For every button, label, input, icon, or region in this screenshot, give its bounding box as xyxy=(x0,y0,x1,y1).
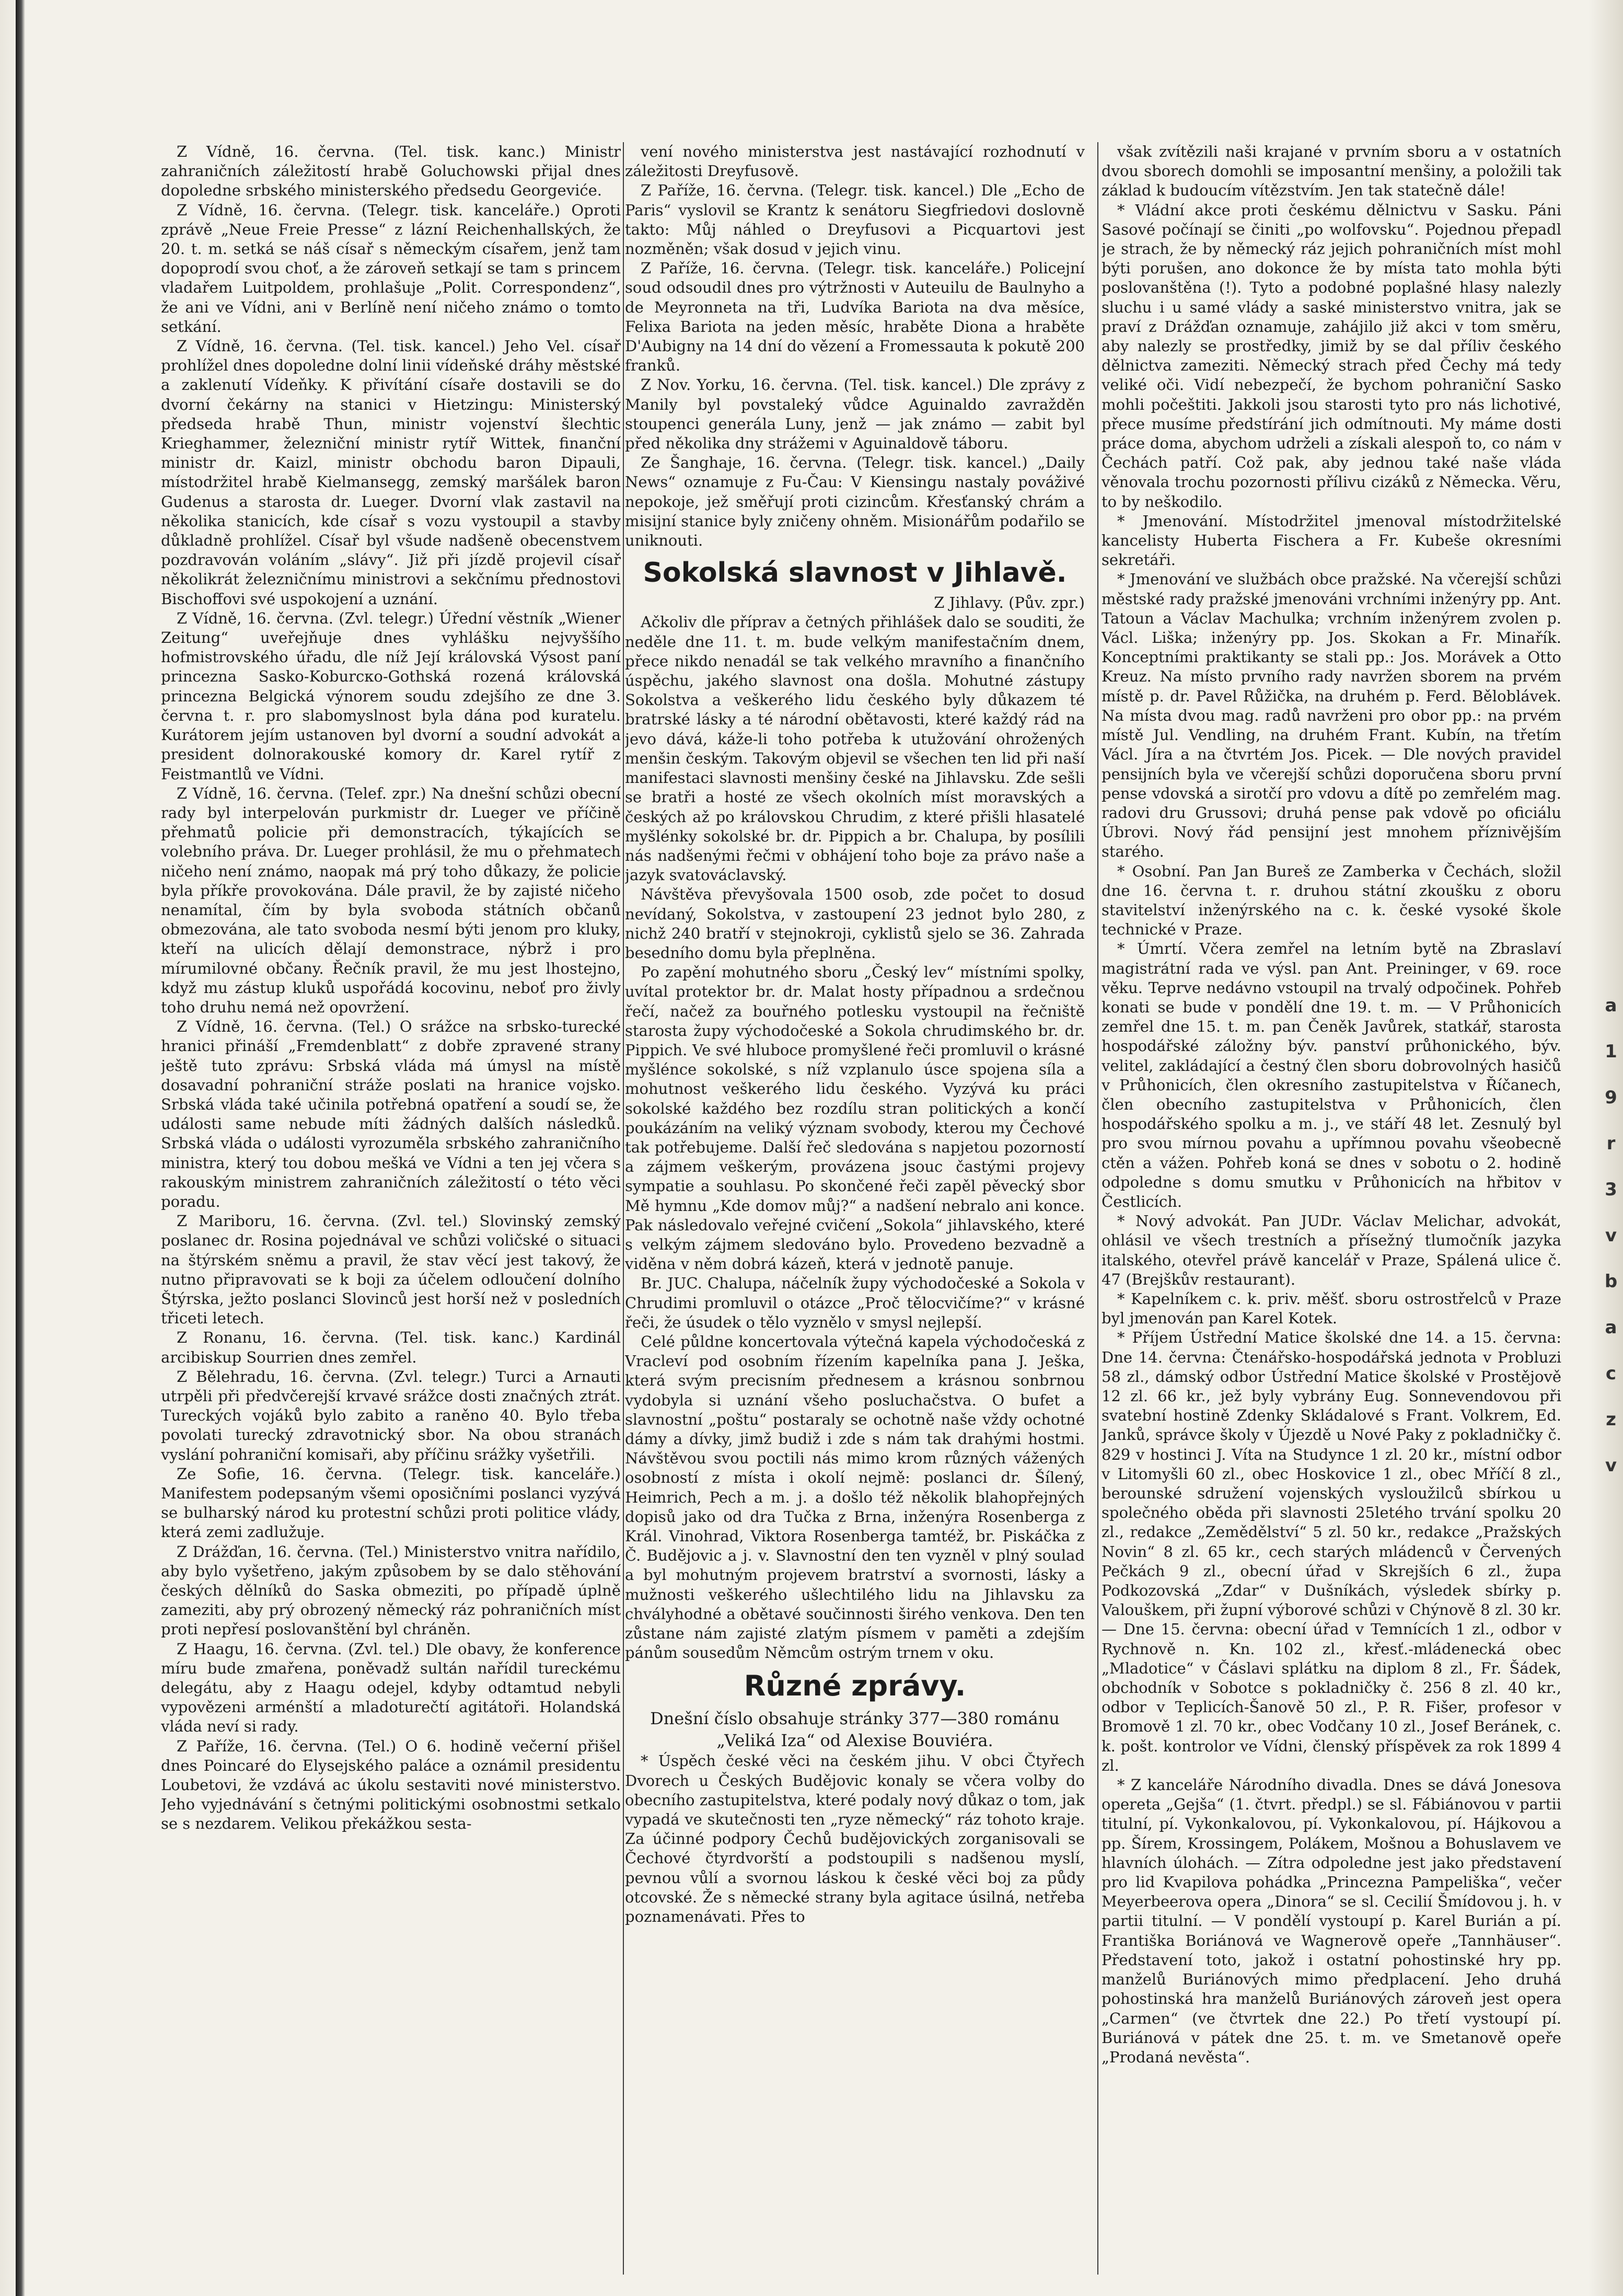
news-item: * Kapelníkem c. k. priv. měšť. sboru ostrostřelců v Praze byl jmenován pan Karel Kotek. xyxy=(1102,1289,1561,1328)
column-3 xyxy=(1102,142,1561,2275)
news-item: * Z kanceláře Národního divadla. Dnes se dává Jonesova opereta „Gejša“ (1. čtvrt. předpl.) se sl. Fábiánovou v partii titulní, pí. Vykonkalovou, pí. Vykonkalovou, pí. Hájkovou a pp. Šírem, Krossingem, Polákem, Mošnou a Bohuslavem ve hlavních úlohách. — Zítra odpoledne jest jako představení pro lid Kvapilova pohádka „Princezna Pampeliška“, večer Meyerbeerova opera „Dinora“ se sl. Cecilií Šmídovou j. h. v partii titulní. — V pondělí vystoupí p. Karel Burián a pí. Františka Boriánová ve Wagnerově opeře „Tannhäuser“. Představení toto, jakož i ostatní pohostinské hry pp. manželů Buriánových mimo předplacení. Jeho druhá pohostinská hra manželů Buriánových zároveň jest opera „Carmen“ (ve čtvrtek dne 22.) Po třetí vystoupí pí. Buriánová v pátek dne 25. t. m. ve Smetanově opeře „Prodaná nevěsta“. xyxy=(1102,1776,1561,2066)
news-item: * Příjem Ústřední Matice školské dne 14. a 15. června: Dne 14. června: Čtenářsko-hospodářská jednota v Probluzi 58 zl., dámský odbor Ústřední Matice školské v Prostějově 12 zl. 66 kr., jež byly vybrány Eug. Sonnevendovou při svatební hostině Zdenky Skládalové s Frant. Volkrem, Ed. Janků, správce školy v Újezdě u Nové Paky z pokladničky č. 829 v hostinci J. Víta na Studynce 1 zl. 20 kr., místní odbor v Litomyšli 60 zl., obec Hoskovice 1 zl., obec Mříčí 8 zl., berounské sdružení vojenských vysloužilců sbírkou u společného oběda při slavnosti 25letého trvání spolku 20 zl., redakce „Zemědělství“ 5 zl. 50 kr., redakce „Pražských Novin“ 8 zl. 65 kr., cech starých mládenců v Červených Pečkách 9 zl., obecní úřad v Skrejších 6 zl., župa Podkozovská „Zdar“ v Dušníkách, výsledek sbírky p. Valouškem, při župní výborové schůzi v Chýnově 8 zl. 30 kr. — Dne 15. června: obecní úřad v Temnících 1 zl., odbor v Rychnově n. Kn. 102 zl., křesť.-mládenecká obec „Mladotice“ v Čáslavi splátku na diplom 8 zl., Fr. Šádek, obchodník v Sobotce s pokladničky č. 256 8 zl. 40 kr., odbor v Teplicích-Šanově 50 zl., P. R. Fišer, profesor v Bromově 1 zl. 70 kr., obec Vodčany 10 zl., Josef Beránek, c. k. pošt. kontrolor ve Vídni, členský příspěvek za rok 1899 4 zl. xyxy=(1102,1329,1561,1774)
gutter-letter: v xyxy=(1605,1225,1617,1246)
binding-edge xyxy=(16,0,25,2296)
dateline: Z Jihlavy. (Pův. zpr.) xyxy=(934,594,1085,612)
news-item: * Úmrtí. Včera zemřel na letním bytě na Zbraslaví magistrátní rada ve výsl. pan Ant. Preininger, v 69. roce věku. Teprve nedávno vstoupil na trvalý odpočinek. Pohřeb konati se bude v pondělí dne 19. t. m. — V Průhonicích zemřel dne 15. t. m. pan Čeněk Javůrek, statkář, starosta hospodářské záložny býv. panství průhonického, býv. velitel, zakládající a čestný člen sboru dobrovolných hasičů v Průhonicích, člen okresního zastupitelstva v Říčanech, člen obecního zastupitelstva v Průhonicích, člen hospodářského spolku a m. j., ve stáří 48 let. Zesnulý byl pro svou mírnou povahu a upřímnou povahu všeobecně ctěn a vážen. Pohřeb koná se dnes v sobotu o 2. hodině odpoledne s domu smutku v Průhonicích na hřbitov v Čestlicích. xyxy=(1102,940,1561,1210)
article-paragraph: Celé půldne koncertovala výtečná kapela východočeská z Vracleví pod osobním řízením kapelníka pana J. Ješka, která svým precisním přednesem a krásnou sonbrnou vydobyla si uznání všeho posluchačstva. O bufet a slavnostní „poštu“ postaraly se ochotně naše vždy ochotné dámy a dívky, jimž budiž i zde s nám tak drahými hostmi. Návštěvou svou poctili nás mimo krom různých vážených osobností z místa i okolí nejmě: poslanci dr. Šílený, Heimrich, Pech a m. j. a došlo též několik blahopřejných dopisů jako od dra Tučka z Brna, inženýra Rosenberga z Král. Vinohrad, Viktora Rosenberga tamtéž, br. Piskáčka z Č. Budějovic a j. v. Slavnostní den ten vyzněl v plný soulad a byl mohutným projevem bratrství a svornosti, lásky a mužnosti veškerého ušlechtilého lidu na Jihlavsku za chvályhodné a obětavé součinnosti širého venkova. Den ten zůstane nám zajisté zlatým písmem v paměti a zdejším pánům sousedům Němcům ostrým trnem v oku. xyxy=(625,1332,1085,1662)
article-paragraph: Po zapění mohutného sboru „Český lev“ místními spolky, uvítal protektor br. dr. Malat hosty případnou a srdečnou řečí, načež za bouřného potlesku vystoupil na řečniště starosta župy východočeské a Sokola chrudimského br. dr. Pippich. Ve své hluboce promyšlené řeči promluvil o krásné myšlénce sokolské, s níž vzplanulo úsce spojena síla a mohutnost veškerého lidu českého. Vyzývá ku práci sokolské každého bez rozdílu stran politických a končí poukázáním na veliký význam svobody, kterou my Čechové tak potřebujeme. Další řeč sledována s napjetou pozorností a zájmem veškerým, provázena jsouc častými projevy sympatie a souhlasu. Po skončené řeči zapěl pěvecký sbor Mě hymnu „Kde domov můj?“ a nadšení nebralo ani konce. Pak následovalo veřejné cvičení „Sokola“ jihlavského, které s velkým zájmem sledováno bylo. Provedeno bezvadně a viděna v něm dobrá kázeň, která v jednotě panuje. xyxy=(625,963,1085,1273)
article-paragraph: Ačkoliv dle příprav a četných přihlášek dalo se souditi, že neděle dne 11. t. m. bude velkým manifestačním dnem, přece nikdo nenadál se tak velkého mravního a finančního úspěchu, jakého slavnost ona došla. Mohutné zástupy Sokolstva a veškerého lidu českého byly důkazem té bratrské lásky a té národní obětavosti, které každý rád na jevo dává, káže-li toho potřeba k utužování ohrožených menšin českým. Takovým objevil se všechen ten lid při naší manifestaci slavnosti menšiny české na Jihlavsku. Zde sešli se bratři a hosté ze všech okolních míst moravských a českých až po královskou Chrudim, z které přišli hlasatelé myšlénky sokolské br. dr. Pippich a br. Chalupa, by posílili nás nadšenými řečmi v obhájení toho boje za právo naše a jazyk svatováclavský. xyxy=(625,613,1085,884)
news-item: Z Vídně, 16. června. (Zvl. telegr.) Úřední věstník „Wiener Zeitung“ uveřejňuje dnes vyhlášku nejvyššího hofmistrovského úřadu, dle níž Její královská Výsost paní princezna Sasko-Koburско-Gothská rozená královská princezna Belgická výnorem soudu zdejšího ze dne 3. června t. r. pro slabomyslnost byla dána pod kuratelu. Kurátorem jejím ustanoven byl dvorní a soudní advokát a president dolnorakouské komory dr. Karel rytíř z Feistmantlů ve Vídni. xyxy=(161,609,621,783)
news-item: Z Vídně, 16. června. (Tel.) O srážce na srbsko-turecké hranici přináší „Fremdenblatt“ z dobře zpravené strany ještě tuto zprávu: Srbská vláda má úmysl na místě dosavadní pohraniční stráže poslati na hranice vojsko. Srbská vláda také učinila potřebná opatření a soudí se, že události same nebude míti žádných dalších následků. Srbská vláda o události vyrozuměla srbského zahraničního ministra, který tou dobou mešká ve Vídni a ten jej včera s rakouským ministrem zahraničních záležitostí o této věci poradu. xyxy=(161,1018,621,1210)
gutter-letter: c xyxy=(1605,1363,1617,1384)
gutter-letter: z xyxy=(1606,1409,1616,1430)
adjacent-page-fragment xyxy=(1599,983,1623,1610)
news-item: Z Vídně, 16. června. (Telef. zpr.) Na dnešní schůzi obecní rady byl interpelován purkmistr dr. Lueger ve příčině přehmatů policie při demonstracích, týkajících se volebního práva. Dr. Lueger prohlásil, že mu o přehmatech ničeho není známo, naopak má prý toho důkazy, že policie byla příkře provokována. Dále pravil, že by zajisté ničeho nenamítal, čím by byla svoboda státních občanů obmezována, ale tato svoboda nesmí býti jenom pro kluky, kteří na ulicích dělají demonstrace, nýbrž i pro mírumilovné občany. Řečník pravil, že mu jest lhostejno, když mu zástup kluků uspořádá kocovinu, neboť pro živly toho druhu nemá než opovržení. xyxy=(161,784,621,1016)
section-heading-news: Různé zprávy. xyxy=(744,1669,966,1703)
article-paragraph: Návštěva převyšovala 1500 osob, zde počet to dosud nevídaný, Sokolstva, v zastoupení 23 jednot bylo 280, z nichž 240 bratří v stejnokroji, cyklistů sjelo se 36. Zahrada besedního domu byla přeplněna. xyxy=(625,885,1085,962)
news-item: Z Paříže, 16. června. (Telegr. tisk. kanceláře.) Policejní soud odsoudil dnes pro výtržnosti v Auteuilu de Baulnyho a de Meyronneta na tři, Ludvíka Bariota na dva měsíce, Felixa Bariota na jeden měsíc, hraběte Diona a hraběte D'Aubigny na 14 dní do vězení a Fromessauta k pokutě 200 franků. xyxy=(625,259,1085,375)
news-item: Z Vídně, 16. června. (Telegr. tisk. kanceláře.) Oproti zprávě „Neue Freie Presse“ z lázní Reichenhallských, že 20. t. m. setká se náš císař s německým císařem, jenž tam dopoprodí svou choť, a že zároveň setkají se tam s princem vladařem Luitpoldem, prohlašuje „Polit. Correspondenz“, že ani ve Vídni, ani v Berlíně není ničeho známo o tomto setkání. xyxy=(161,201,621,336)
column-rule xyxy=(623,142,624,2275)
news-item: Z Ronanu, 16. června. (Tel. tisk. kanc.) Kardinál arcibiskup Sourrien dnes zemřel. xyxy=(161,1329,621,1366)
news-item: Z Paříže, 16. června. (Tel.) O 6. hodině večerní přišel dnes Poincaré do Elysejského paláce a oznámil presidentu Loubetovi, že vzdává ac úkolu sestaviti nové ministerstvo. Jeho vyjednávání s četnými politickými osobnostmi setkalo se s nezdarem. Velikou překážkou sesta- xyxy=(161,1737,621,1833)
gutter-letter: r xyxy=(1606,1133,1616,1154)
gutter-letter: 3 xyxy=(1605,1179,1617,1200)
column-rule xyxy=(1097,142,1098,2275)
news-item: vení nového ministerstva jest nastávající rozhodnutí v záležitosti Dreyfusově. xyxy=(625,143,1085,180)
gutter-letter: 9 xyxy=(1605,1087,1617,1108)
column-2 xyxy=(625,142,1085,2275)
news-item: * Vládní akce proti českému dělnictvu v Sasku. Páni Sasové počínají se činiti „po wolfovsku“. Pojednou přepadl je strach, že by německý ráz jejich pohraničních míst mohl býti porušen, ano dokonce že by místa tato mohla býti poslovanštěna (!). Tyto a podobné poplašné hlasy nalezly sluchu i u samé vlády a saské ministerstvo vnitra, jak se praví z Drážďan oznamuje, zahájilo již akci v tom směru, aby nalezly se prostředky, jimiž by se dal příliv českého dělnictva zameziti. Německý strach před Čechy má tedy veliké oči. Vidí nebezpečí, že bychom pohraniční Sasko mohli počeštiti. Jakkoli jsou starosti tyto pro nás lichotivé, přece musíme předstírání jich odmítnouti. My máme dosti práce doma, abychom udrželi a získali alespoň to, co nám v Čechách patří. Což pak, aby jednou také naše vláda věnovala trochu pozornosti přílivu cizáků z Německa. Věru, to by neškodilo. xyxy=(1102,201,1561,511)
news-item: Z Bělehradu, 16. června. (Zvl. telegr.) Turci a Arnauti utrpěli při předvčerejší krvavé srážce dosti značných ztrát. Tureckých vojáků bylo zabito a raněno 40. Bylo třeba povolati turecký zdravotnický sbor. Na obou stranách vyslání pohraniční komisaři, aby příčinu srážky vyšetřili. xyxy=(161,1367,621,1463)
news-item: Z Nov. Yorku, 16. června. (Tel. tisk. kancel.) Dle zprávy z Manily byl povstaleký vůdce Aguinaldo zavražděn stoupenci generála Luny, jenž — jak známo — zabit byl před několika dny strážemi v Aguinaldově táboru. xyxy=(625,376,1085,453)
gutter-letter: a xyxy=(1605,995,1617,1016)
news-item: * Jmenování ve službách obce pražské. Na včerejší schůzi městské rady pražské jmenováni vrchními inženýry pp. Ant. Tatoun a Václav Machulka; vrchním inženýrem zvolen p. Václ. Liška; inženýry pp. Jos. Skokan a Fr. Minařík. Konceptními praktikanty se stali pp.: Jos. Morávek a Otto Kreuz. Na místo prvního rady navržen sborem na prvém místě p. dr. Pavel Růžička, na druhém p. Ferd. Běloblávek. Na místa dvou mag. radů navrženi pro obor pp.: na prvém místě Jul. Vendling, na druhém Frant. Kubín, na třetím Václ. Jíra a na čtvrtém Jos. Picek. — Dle nových pravidel pensijních byla ve včerejší schůzi doporučena sboru první pense vdovská a sirotčí pro vdovu a dítě po zemřelém mag. radovi dru Grussovi; druhá pense pak vdově po oficiálu Úbrovi. Nový řád pensijní jest mnohem příznivějším starého. xyxy=(1102,570,1561,861)
news-item: Ze Sofie, 16. června. (Telegr. tisk. kanceláře.) Manifestem podepsaným všemi oposičními poslanci vyzývá se bulharský národ ku protestní schůzi proti politice vlády, která zemi zadlužuje. xyxy=(161,1464,621,1541)
article-paragraph: Br. JUC. Chalupa, náčelník župy východočeské a Sokola v Chrudimi promluvil o otázce „Proč tělocvičíme?“ v krásné řeči, že úsudek o tělo vyznělo v smysl nejlepší. xyxy=(625,1274,1085,1331)
gutter-letter: a xyxy=(1605,1317,1617,1338)
news-item: * Nový advokát. Pan JUDr. Václav Melichar, advokát, ohlásil ve všech trestních a přísežný tlumočník jazyka italského, otevřel právě kancelář v Praze, Spálená ulice č. 47 (Brejškův restaurant). xyxy=(1102,1212,1561,1288)
news-item: Z Haagu, 16. června. (Zvl. tel.) Dle obavy, že konference míru bude zmařena, poněvadž sultán nařídil tureckému delegátu, aby z Haagu odejel, kdyby odtamtud nebyli vypovězeni arménští a mladoturečtí agitátoři. Holandská vláda neví si rady. xyxy=(161,1640,621,1736)
gutter-letter: 1 xyxy=(1605,1041,1617,1062)
news-item: * Úspěch české věci na českém jihu. V obci Čtyřech Dvorech u Českých Budějovic konaly se včera volby do obecního zastupitelstva, které podaly nový důkaz o tom, jak vypadá ve skutečnosti ten „ryze německý“ ráz tohoto kraje. Za účinné podpory Čechů budějovických zorganisovali se Čechové čtyrdvorští a podstoupili s nadšenou myslí, pevnou vůlí a svornou láskou k české věci boj za půdy otcovské. Že s německé strany byla agitace úsilná, netřeba poznamenávati. Přes to xyxy=(625,1752,1085,1926)
news-item: Z Drážďan, 16. června. (Tel.) Ministerstvo vnitra nařídilo, aby bylo vyšetřeno, jakým způsobem by se dalo stěhování českých dělníků do Saska obmeziti, po případě úplně zameziti, aby prý obrozený německý ráz pohraničních míst proti nepřesí poslovanštění byl chráněn. xyxy=(161,1542,621,1639)
news-item: * Osobní. Pan Jan Bureš ze Zamberka v Čechách, složil dne 16. června t. r. druhou státní zkoušku z oboru stavitelství inženýrského na c. k. české vysoké škole technické v Praze. xyxy=(1102,862,1561,939)
gutter-letter: b xyxy=(1604,1271,1618,1292)
news-item: Z Paříže, 16. června. (Telegr. tisk. kancel.) Dle „Echo de Paris“ vyslovil se Krantz k senátoru Siegfriedovi doslovně takto: Můj náhled o Dreyfusovi a Picquartovi jest nozměněn; však dosud v jejich vinu. xyxy=(625,181,1085,258)
supplement-note: Dnešní číslo obsahuje stránky 377—380 románu „Veliká Iza“ od Alexise Bouviéra. xyxy=(650,1709,1060,1751)
news-item: Z Vídně, 16. června. (Tel. tisk. kancel.) Jeho Vel. císař prohlížel dnes dopoledne dolní linii vídeňské dráhy městské a zaklenutí Vídeňky. K přivítání císaře dostavili se do dvorní čekárny na stanici v Hietzingu: Ministerský předseda hrabě Thun, ministr vojenství šlechtic Krieghammer, železniční ministr rytíř Wittek, finanční ministr dr. Kaizl, ministr obchodu baron Dipauli, místodržitel hrabě Kielmansegg, zemský maršálek baron Gudenus a starosta dr. Lueger. Dvorní vlak zastavil na několika stanicích, kde císař s vozu vystoupil a stavby důkladně prohlížel. Císař byl všude nadšeně obecenstvem pozdravován voláním „slávy“. Již při jízdě projevil císař několikrát železničnímu ministrovi a sekčnímu přednostovi Bischoffovi své uspokojení a uznání. xyxy=(161,337,621,608)
news-item: však zvítězili naši krajané v prvním sboru a v ostatních dvou sborech domohli se imposantní menšiny, a položili tak základ k budoucím vítězstvím. Jen tak statečně dále! xyxy=(1102,143,1561,200)
news-item: Ze Šanghaje, 16. června. (Telegr. tisk. kancel.) „Daily News“ oznamuje z Fu-Čau: V Kiensingu nastaly pováživé nepokoje, jež směřují proti cizincům. Křesťanský chrám a misijní stanice byly zničeny ohněm. Misionářům podařilo se uniknouti. xyxy=(625,454,1085,550)
news-item: Z Mariboru, 16. června. (Zvl. tel.) Slovinský zemský poslanec dr. Rosina pojednával ve schůzi voličské o situaci na štýrském sněmu a pravil, že stav věcí jest takový, že nutno připravovati se k boji za účelem odloučení dolního Štýrska, ježto poslanci Slovinců jest horší než v posledních třiceti letech. xyxy=(161,1212,621,1328)
section-heading-sokol: Sokolská slavnost v Jihlavě. xyxy=(643,557,1067,589)
news-item: * Jmenování. Místodržitel jmenoval místodržitelské kancelisty Huberta Fischera a Fr. Kubeše okresními sekretáři. xyxy=(1102,512,1561,569)
column-1-telegrams xyxy=(161,142,621,2275)
news-item: Z Vídně, 16. června. (Tel. tisk. kanc.) Ministr zahraničních záležitostí hrabě Goluchowski přijal dnes dopoledne srbského ministerského předsedu Georgeviće. xyxy=(161,143,621,200)
gutter-letter: v xyxy=(1605,1455,1617,1476)
